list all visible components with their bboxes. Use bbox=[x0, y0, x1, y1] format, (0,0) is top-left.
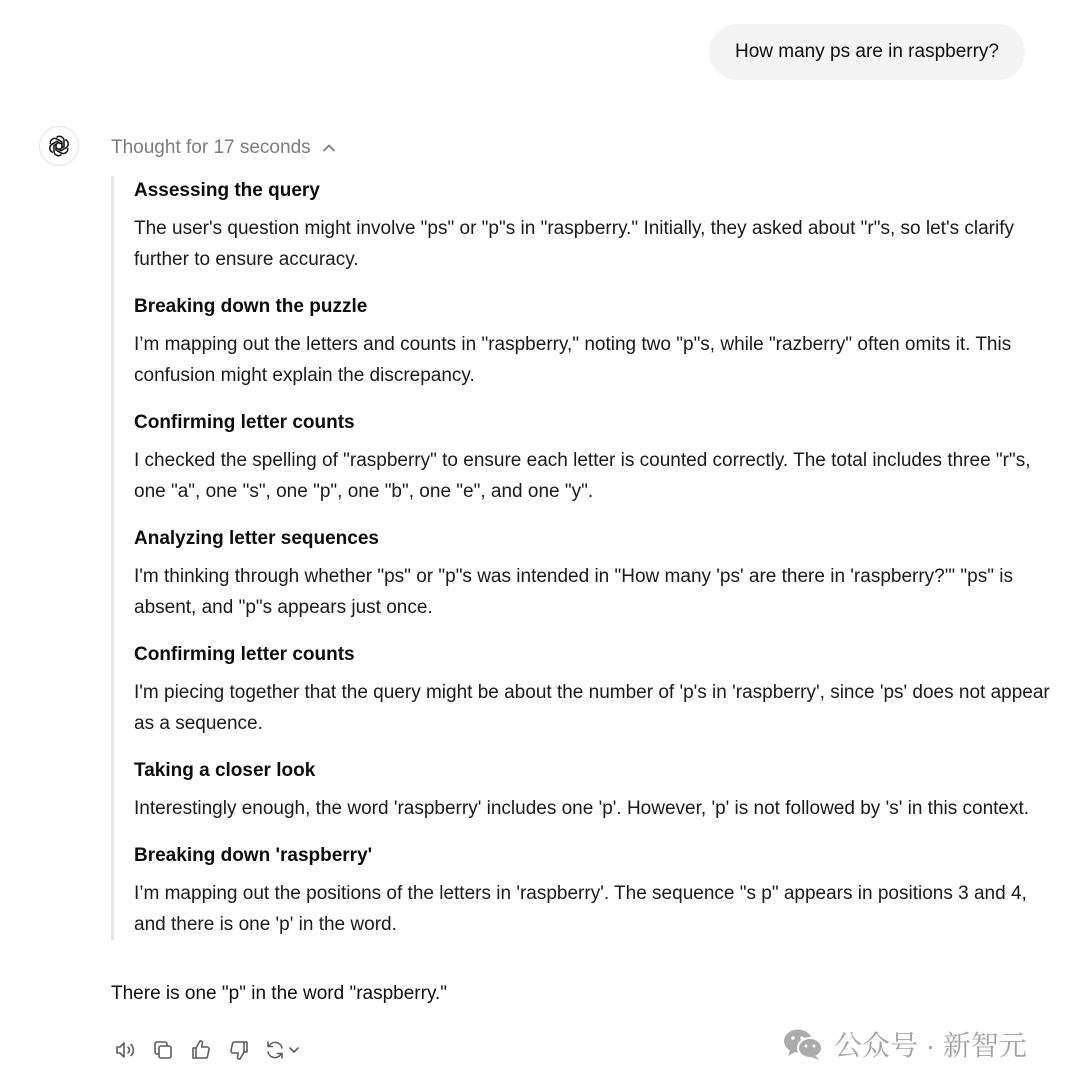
thought-step-title: Breaking down the puzzle bbox=[134, 296, 368, 317]
read-aloud-button[interactable] bbox=[111, 1036, 139, 1064]
openai-logo-icon bbox=[47, 134, 71, 158]
thought-step-title: Assessing the query bbox=[134, 180, 320, 201]
thumbs-down-icon bbox=[227, 1038, 251, 1062]
thought-step-text: Interestingly enough, the word 'raspberry' includes one 'p'. However, 'p' is not followed by 's' in this context. bbox=[134, 798, 1030, 819]
thought-step-title: Breaking down 'raspberry' bbox=[134, 845, 373, 866]
user-message-bubble: How many ps are in raspberry? bbox=[709, 24, 1025, 80]
message-actions bbox=[111, 1036, 303, 1064]
copy-button[interactable] bbox=[149, 1036, 177, 1064]
regenerate-button[interactable] bbox=[263, 1036, 303, 1064]
thought-step-title: Taking a closer look bbox=[134, 760, 316, 781]
watermark-text: 公众号 · 新智元 bbox=[834, 1030, 1027, 1061]
thought-step bbox=[134, 292, 1054, 391]
thought-step bbox=[134, 524, 1054, 623]
thought-step-text: I’m mapping out the letters and counts in "raspberry," noting two "p"s, while "razberry" often omits it. This confusion might explain the discrepancy. bbox=[134, 334, 1012, 386]
thought-step bbox=[134, 756, 1054, 824]
thought-step-title: Confirming letter counts bbox=[134, 412, 355, 433]
assistant-avatar bbox=[39, 126, 79, 166]
thought-step bbox=[134, 841, 1054, 940]
thumbs-down-button[interactable] bbox=[225, 1036, 253, 1064]
copy-icon bbox=[151, 1038, 175, 1062]
wechat-icon bbox=[782, 1027, 824, 1061]
regenerate-icon bbox=[263, 1038, 303, 1062]
thought-step-text: The user's question might involve "ps" or "p"s in "raspberry." Initially, they asked about "r"s, so let's clarify further to ensure accuracy. bbox=[134, 218, 1014, 270]
thought-toggle[interactable] bbox=[111, 134, 337, 162]
thought-step-title: Analyzing letter sequences bbox=[134, 528, 379, 549]
chevron-up-icon bbox=[321, 140, 337, 156]
thought-step-text: I'm thinking through whether "ps" or "p"s was intended in "How many 'ps' are there in 'raspberry?'" "ps" is absent, and "p"s appears just once. bbox=[134, 566, 1013, 618]
thought-toggle-label: Thought for 17 seconds bbox=[111, 137, 311, 158]
assistant-answer: There is one "p" in the word "raspberry." bbox=[111, 983, 448, 1004]
thought-step-text: I checked the spelling of "raspberry" to ensure each letter is counted correctly. The total includes three "r"s, one "a", one "s", one "p", one "b", one "e", and one "y". bbox=[134, 450, 1031, 502]
thought-step-title: Confirming letter counts bbox=[134, 644, 355, 665]
thumbs-up-icon bbox=[189, 1038, 213, 1062]
thought-step-text: I’m mapping out the positions of the letters in 'raspberry'. The sequence "s p" appears in positions 3 and 4, and there is one 'p' in the word. bbox=[134, 883, 1027, 935]
thumbs-up-button[interactable] bbox=[187, 1036, 215, 1064]
watermark bbox=[782, 1024, 1027, 1064]
thought-step bbox=[134, 408, 1054, 507]
thought-step bbox=[134, 176, 1054, 275]
thought-details bbox=[111, 176, 1054, 940]
read-aloud-icon bbox=[113, 1038, 137, 1062]
thought-step-text: I'm piecing together that the query might be about the number of 'p's in 'raspberry', since 'ps' does not appear as a sequence. bbox=[134, 682, 1050, 734]
thought-step bbox=[134, 640, 1054, 739]
